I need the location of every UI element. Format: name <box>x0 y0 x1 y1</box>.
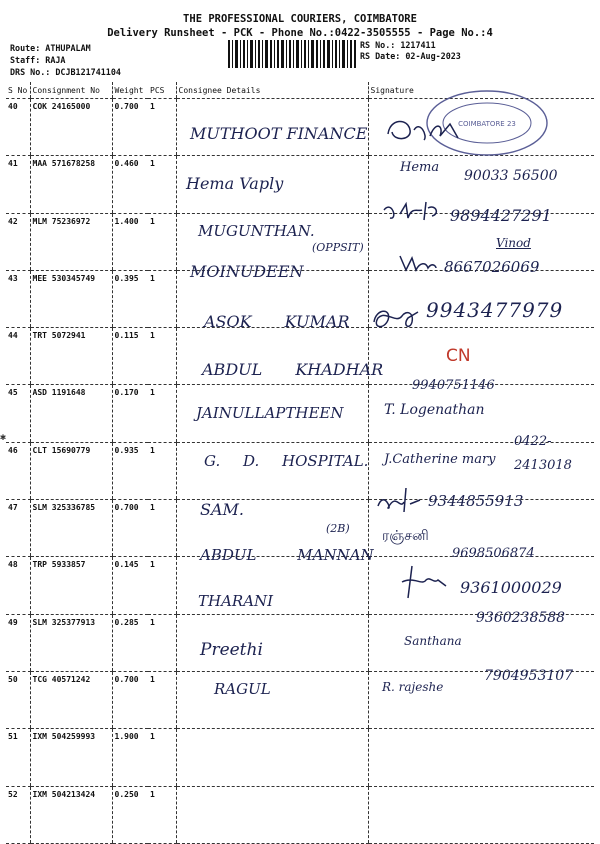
row-weight: 1.900 <box>112 729 148 786</box>
signature-text: Vinod <box>496 236 531 250</box>
row-pcs: 1 <box>148 213 176 270</box>
row-consignment: SLM 325377913 <box>30 614 112 671</box>
signature-text: R. rajeshe <box>382 680 444 694</box>
tick-mark-icon: ✱ <box>0 432 7 443</box>
drs-number: DRS No.: DCJB121741104 <box>10 67 121 77</box>
row-weight: 0.460 <box>112 156 148 213</box>
consignee-name: SAM. <box>200 500 244 519</box>
row-weight: 0.935 <box>112 442 148 499</box>
row-pcs: 1 <box>148 671 176 728</box>
row-weight: 0.145 <box>112 557 148 614</box>
page-title: THE PROFESSIONAL COURIERS, COIMBATORE <box>183 13 417 25</box>
row-weight: 0.170 <box>112 385 148 442</box>
phone-number: 9940751146 <box>412 378 495 393</box>
row-pcs: 1 <box>148 385 176 442</box>
row-sno: 43 <box>6 270 30 327</box>
row-sno: 47 <box>6 500 30 557</box>
phone-number: 9361000029 <box>460 578 562 597</box>
consignee-name: ASOK KUMAR <box>204 312 350 331</box>
row-pcs: 1 <box>148 156 176 213</box>
row-sno: 48 <box>6 557 30 614</box>
consignee-name: MUGUNTHAN. <box>198 222 315 240</box>
phone-number: 9360238588 <box>476 610 566 626</box>
row-pcs: 1 <box>148 786 176 843</box>
signature-scribble <box>380 110 470 150</box>
phone-number: 9894427291 <box>450 206 552 225</box>
row-consignment: TRT 5072941 <box>30 328 112 385</box>
row-consignee <box>176 786 368 843</box>
signature-text: ரஞ்சனி <box>382 528 429 544</box>
staff-label: Staff: RAJA <box>10 55 66 65</box>
signature-scribble <box>368 302 424 334</box>
col-header-signature: Signature <box>368 82 594 99</box>
signature-text: Hema <box>400 160 440 175</box>
signature-scribble <box>378 196 448 226</box>
row-weight: 0.700 <box>112 500 148 557</box>
barcode-icon <box>228 40 356 68</box>
row-signature <box>368 328 594 385</box>
row-sno: 49 <box>6 614 30 671</box>
row-pcs: 1 <box>148 270 176 327</box>
row-sno: 51 <box>6 729 30 786</box>
consignee-name: ABDUL MANNAN <box>200 546 374 564</box>
row-sno: 40 <box>6 99 30 156</box>
row-pcs: 1 <box>148 614 176 671</box>
rs-date: RS Date: 02-Aug-2023 <box>360 51 461 61</box>
row-weight: 0.700 <box>112 671 148 728</box>
col-header-consignment: Consignment No <box>30 82 112 99</box>
row-pcs: 1 <box>148 729 176 786</box>
consignee-name: MOINUDEEN <box>190 262 304 281</box>
consignee-note: (2B) <box>326 522 350 535</box>
consignee-name: RAGUL <box>214 680 271 698</box>
row-consignment: COK 24165000 <box>30 99 112 156</box>
row-pcs: 1 <box>148 500 176 557</box>
row-pcs: 1 <box>148 328 176 385</box>
row-sno: 42 <box>6 213 30 270</box>
phone-number: 7904953107 <box>484 668 574 684</box>
row-consignment: IXM 504259993 <box>30 729 112 786</box>
col-header-sno: S No <box>6 82 30 99</box>
row-consignment: TCG 40571242 <box>30 671 112 728</box>
row-sno: 44 <box>6 328 30 385</box>
row-weight: 0.285 <box>112 614 148 671</box>
row-consignee <box>176 729 368 786</box>
phone-number: 90033 56500 <box>464 168 558 184</box>
row-sno: 45 <box>6 385 30 442</box>
col-header-pcs: PCS <box>148 82 176 99</box>
row-signature <box>368 729 594 786</box>
page-subtitle: Delivery Runsheet - PCK - Phone No.:0422-3505555 - Page No.:4 <box>107 27 493 39</box>
consignee-name: THARANI <box>198 592 274 610</box>
signature-scribble <box>396 250 440 274</box>
row-sno: 41 <box>6 156 30 213</box>
row-consignee <box>176 442 368 499</box>
signature-text: CN <box>446 346 471 366</box>
phone-number: 9943477979 <box>426 298 564 322</box>
row-weight: 0.395 <box>112 270 148 327</box>
row-sno: 46 <box>6 442 30 499</box>
consignee-name: ABDUL KHADHAR <box>202 360 384 379</box>
row-sno: 52 <box>6 786 30 843</box>
row-consignment: MAA 571678258 <box>30 156 112 213</box>
consignee-name: Preethi <box>200 640 263 660</box>
rs-number: RS No.: 1217411 <box>360 40 436 50</box>
col-header-consignee: Consignee Details <box>176 82 368 99</box>
row-weight: 1.400 <box>112 213 148 270</box>
row-pcs: 1 <box>148 99 176 156</box>
row-pcs: 1 <box>148 557 176 614</box>
row-consignment: TRP 5933857 <box>30 557 112 614</box>
row-weight: 0.250 <box>112 786 148 843</box>
signature-text: Santhana <box>404 634 462 648</box>
row-weight: 0.700 <box>112 99 148 156</box>
row-consignee <box>176 671 368 728</box>
consignee-name: JAINULLAPTHEEN <box>196 404 344 422</box>
col-header-weight: Weight <box>112 82 148 99</box>
phone-number: 8667026069 <box>444 258 540 276</box>
signature-scribble <box>398 562 448 604</box>
consignee-name: MUTHOOT FINANCE <box>190 124 368 143</box>
row-consignment: MLM 75236972 <box>30 213 112 270</box>
signature-text: T. Logenathan <box>384 402 485 418</box>
table-row <box>6 442 594 499</box>
table-row <box>6 729 594 786</box>
row-signature <box>368 786 594 843</box>
row-consignment: MEE 530345749 <box>30 270 112 327</box>
phone-number: 9698506874 <box>452 546 535 561</box>
signature-scribble <box>374 486 424 516</box>
row-weight: 0.115 <box>112 328 148 385</box>
phone-number: 0422-2413018 <box>514 434 572 473</box>
row-pcs: 1 <box>148 442 176 499</box>
row-consignment: CLT 15690779 <box>30 442 112 499</box>
table-row <box>6 156 594 213</box>
row-consignment: ASD 1191648 <box>30 385 112 442</box>
row-consignment: SLM 325336785 <box>30 500 112 557</box>
route-label: Route: ATHUPALAM <box>10 43 91 53</box>
consignee-note: (OPPSIT) <box>312 241 364 254</box>
stamp-city: COIMBATORE 23 <box>458 120 516 128</box>
consignee-name: Hema Vaply <box>186 174 284 193</box>
phone-number: 9344855913 <box>428 492 524 510</box>
row-sno: 50 <box>6 671 30 728</box>
consignee-name: G. D. HOSPITAL. <box>204 452 369 470</box>
table-row <box>6 786 594 843</box>
row-consignment: IXM 504213424 <box>30 786 112 843</box>
signature-text: J.Catherine mary <box>384 452 496 467</box>
